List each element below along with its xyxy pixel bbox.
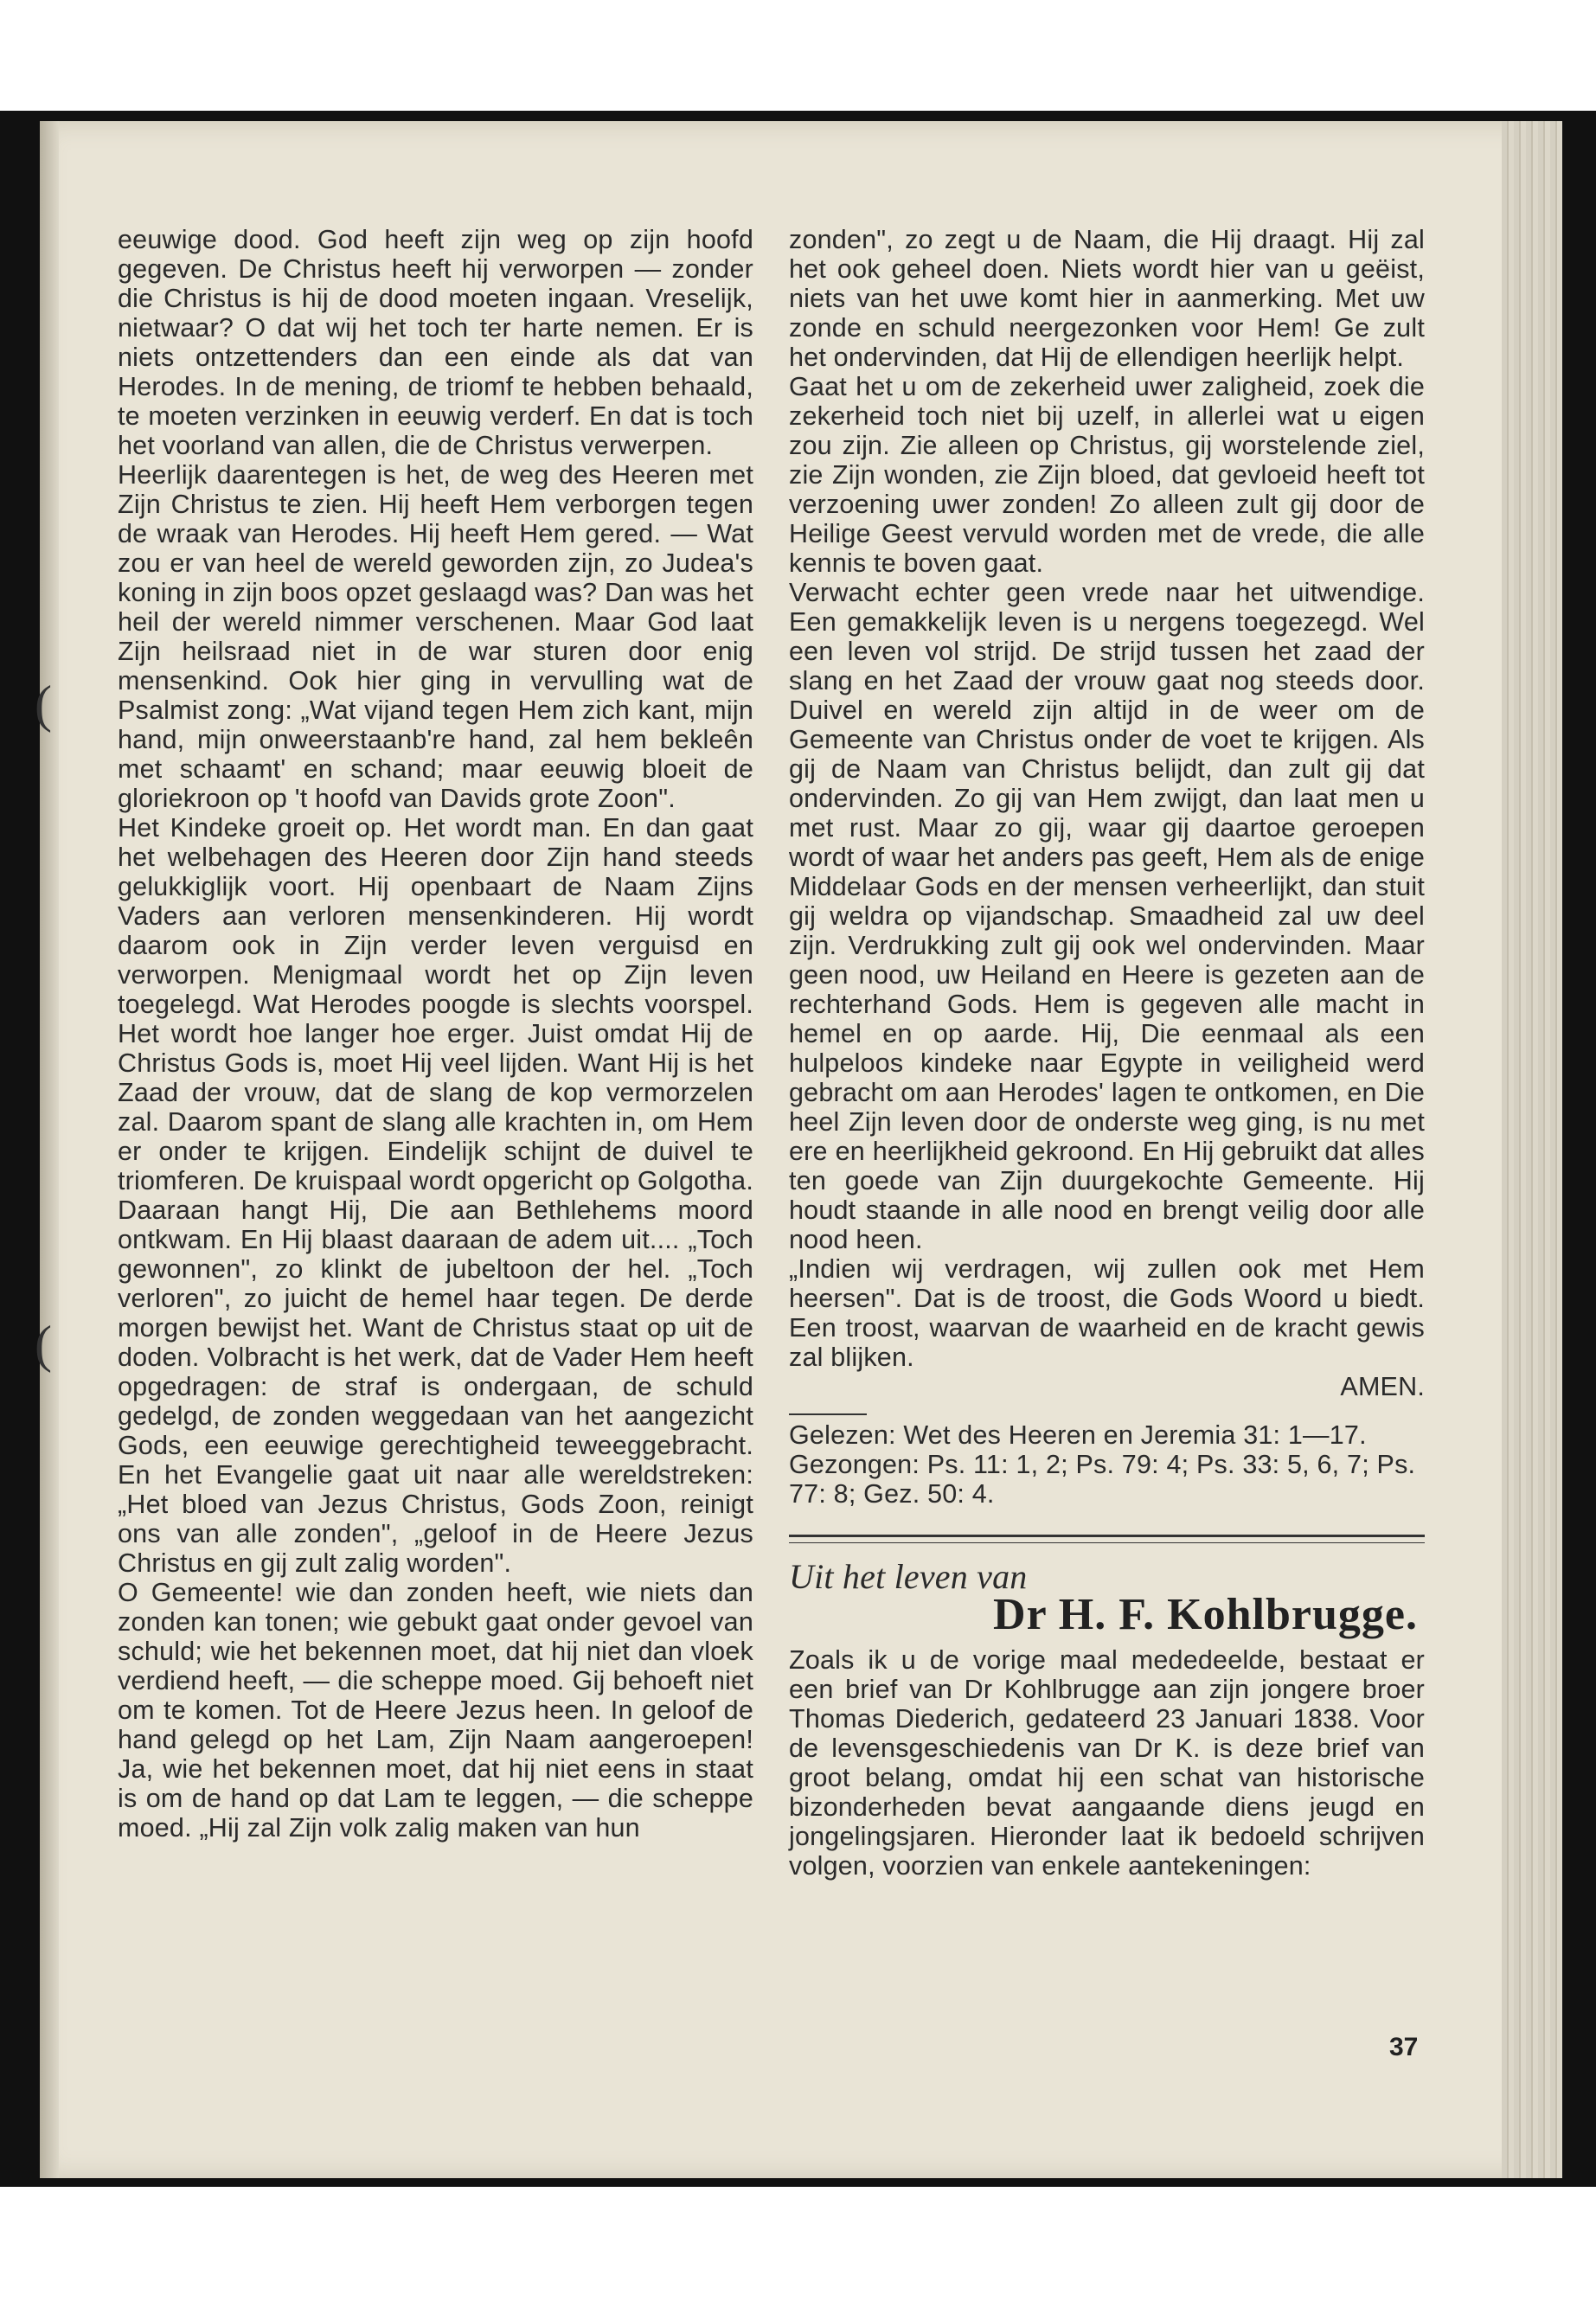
closing-paragraph: „Indien wij verdragen, wij zullen ook met Hem heersen". Dat is de troost, die Gods Woord u biedt. Een troost, waarvan de waarheid en de kracht gewis zal blijken. xyxy=(789,1254,1425,1372)
page-edge-stack xyxy=(1502,121,1562,2178)
page-gutter-shadow xyxy=(40,121,59,2178)
right-paragraph-3: Verwacht echter geen vrede naar het uitwendige. Een gemakkelijk leven is u nergens toegezegd. Wel een leven vol strijd. De strijd tussen het zaad der slang en het Zaad der vrouw gaat nog steeds door. Duivel en wereld zijn altijd in de weer om de Gemeente van Christus onder de voet te krijgen. Als gij de Naam van Christus belijdt, dan zult gij dat ondervinden. Zo gij van Hem zwijgt, dan laat men u met rust. Maar zo gij, waar gij daartoe geroepen wordt of waar het anders pas geeft, Hem als de enige Middelaar Gods en der mensen verheerlijkt, dan stuit gij weldra op vijandschap. Smaadheid zal uw deel zijn. Verdrukking zult gij ook wel ondervinden. Maar geen nood, uw Heiland en Heere is gezeten aan de rechterhand Gods. Hem is gegeven alle macht in hemel en op aarde. Hij, Die eenmaal als een hulpeloos kindeke naar Egypte in veiligheid werd gebracht om aan Herodes' lagen te ontkomen, en Die heel Zijn leven door de onderste weg ging, is nu met ere en heerlijkheid gekroond. En Hij gebruikt dat alles ten goede van Zijn duurgekochte Gemeente. Hij houdt staande in alle nood en brengt veilig door alle nood heen. xyxy=(789,578,1425,1254)
readings-gezongen: Gezongen: Ps. 11: 1, 2; Ps. 79: 4; Ps. 33: 5, 6, 7; Ps. 77: 8; Gez. 50: 4. xyxy=(789,1450,1416,1509)
section-title: Dr H. F. Kohlbrugge. xyxy=(993,1590,1418,1639)
left-paragraph-3: Het Kindeke groeit op. Het wordt man. En dan gaat het welbehagen des Heeren door Zijn hand steeds gelukkiglijk voort. Hij openbaart de Naam Zijns Vaders aan verloren mensenkinderen. Hij wordt daarom ook in Zijn verder leven verguisd en verworpen. Menigmaal wordt het op Zijn leven toegelegd. Wat Herodes poogde is slechts voorspel. Het wordt hoe langer hoe erger. Juist omdat Hij de Christus Gods is, moet Hij veel lijden. Want Hij is het Zaad der vrouw, dat de slang de kop vermorzelen zal. Daarom spant de slang alle krachten in, om Hem er onder te krijgen. Eindelijk schijnt de duivel te triomferen. De kruispaal wordt opgericht op Golgotha. Daaraan hangt Hij, Die aan Bethlehems moord ontkwam. En Hij blaast daaraan de adem uit.... „Toch gewonnen", zo klinkt de jubeltoon der hel. „Toch verloren", zo juicht de hemel haar tegen. De derde morgen bewijst het. Want de Christus staat op uit de doden. Volbracht is het werk, dat de Vader Hem heeft opgedragen: de straf is ondergaan, de schuld gedelgd, de zonden weggedaan van het aangezicht Gods, een eeuwige gerechtigheid teweeggebracht. En het Evangelie gaat uit naar alle wereldstreken: „Het bloed van Jezus Christus, Gods Zoon, reinigt ons van alle zonden", „geloof in de Heere Jezus Christus en gij zult zalig worden". xyxy=(118,813,753,1578)
right-paragraph-2: Gaat het u om de zekerheid uwer zaligheid, zoek die zekerheid toch niet bij uzelf, in allerlei wat u eigen zou zijn. Zie alleen op Christus, gij worstelende ziel, zie Zijn wonden, zie Zijn bloed, dat gevloeid heeft tot verzoening uwer zonden! Zo alleen zult gij door de Heilige Geest vervuld worden met de vrede, die alle kennis te boven gaat. xyxy=(789,372,1425,578)
left-paragraph-2: Heerlijk daarentegen is het, de weg des Heeren met Zijn Christus te zien. Hij heeft Hem verborgen tegen de wraak van Herodes. Hij heeft Hem gered. — Wat zou er van heel de wereld geworden zijn, zo Judea's koning in zijn boos opzet geslaagd was? Dan was het heil der wereld nimmer verschenen. Maar God laat Zijn heilsraad niet in de war sturen door enig mensenkind. Ook hier ging in vervulling wat de Psalmist zong: „Wat vijand tegen Hem zich kant, mijn hand, mijn onweerstaanb're hand, zal hem bekleên met schaamt' en schand; maar eeuwig bloeit de gloriekroon op 't hoofd van Davids grote Zoon". xyxy=(118,460,753,813)
amen-wrap xyxy=(789,1372,1425,1401)
right-column xyxy=(789,225,1425,1881)
section-body: Zoals ik u de vorige maal mededeelde, bestaat er een brief van Dr Kohlbrugge aan zijn jongere broer Thomas Diederich, gedateerd 23 Januari 1838. Voor de levensgeschiedenis van Dr K. is deze brief van groot belang, omdat hij een schat van historische bizonderheden bevat aangaande diens jeugd en jongelingsjaren. Hieronder laat ik bedoeld schrijven volgen, voorzien van enkele aantekeningen: xyxy=(789,1645,1425,1881)
margin-bracket-mark-1: ( xyxy=(35,676,52,733)
short-divider xyxy=(789,1413,867,1415)
section-divider xyxy=(789,1535,1425,1543)
amen-text: AMEN. xyxy=(1340,1372,1425,1401)
closing-line xyxy=(789,1254,1425,1372)
left-paragraph-1: eeuwige dood. God heeft zijn weg op zijn hoofd gegeven. De Christus heeft hij verworpen — zonder die Christus is hij de dood moeten ingaan. Vreselijk, nietwaar? O dat wij het toch ter harte nemen. Er is niets ontzettenders dan een einde als dat van Herodes. In de mening, de triomf te hebben behaald, te moeten verzinken in eeuwig verderf. En dat is toch het voorland van allen, die de Christus verwerpen. xyxy=(118,225,753,460)
book-page xyxy=(40,121,1562,2178)
section-subtitle: Uit het leven van xyxy=(789,1557,1028,1596)
page-number: 37 xyxy=(1389,2033,1419,2061)
right-paragraph-1: zonden", zo zegt u de Naam, die Hij draagt. Hij zal het ook geheel doen. Niets wordt hier van u geëist, niets van het uwe komt hier in aanmerking. Met uw zonde en schuld neergezonken voor Hem! Ge zult het ondervinden, dat Hij de ellendigen heerlijk helpt. xyxy=(789,225,1425,372)
readings-gelezen: Gelezen: Wet des Heeren en Jeremia 31: 1—17. xyxy=(789,1420,1367,1450)
left-column xyxy=(118,225,753,1843)
left-paragraph-4: O Gemeente! wie dan zonden heeft, wie niets dan zonden kan tonen; wie gebukt gaat onder gevoel van schuld; wie het bekennen moet, dat hij niet dan vloek verdiend heeft, — die scheppe moed. Gij behoeft niet om te komen. Tot de Heere Jezus heen. In geloof de hand gelegd op het Lam, Zijn Naam aangeroepen! Ja, wie het bekennen moet, dat hij niet eens in staat is om de hand op dat Lam te leggen, — die scheppe moed. „Hij zal Zijn volk zalig maken van hun xyxy=(118,1578,753,1843)
margin-bracket-mark-2: ( xyxy=(35,1316,52,1373)
